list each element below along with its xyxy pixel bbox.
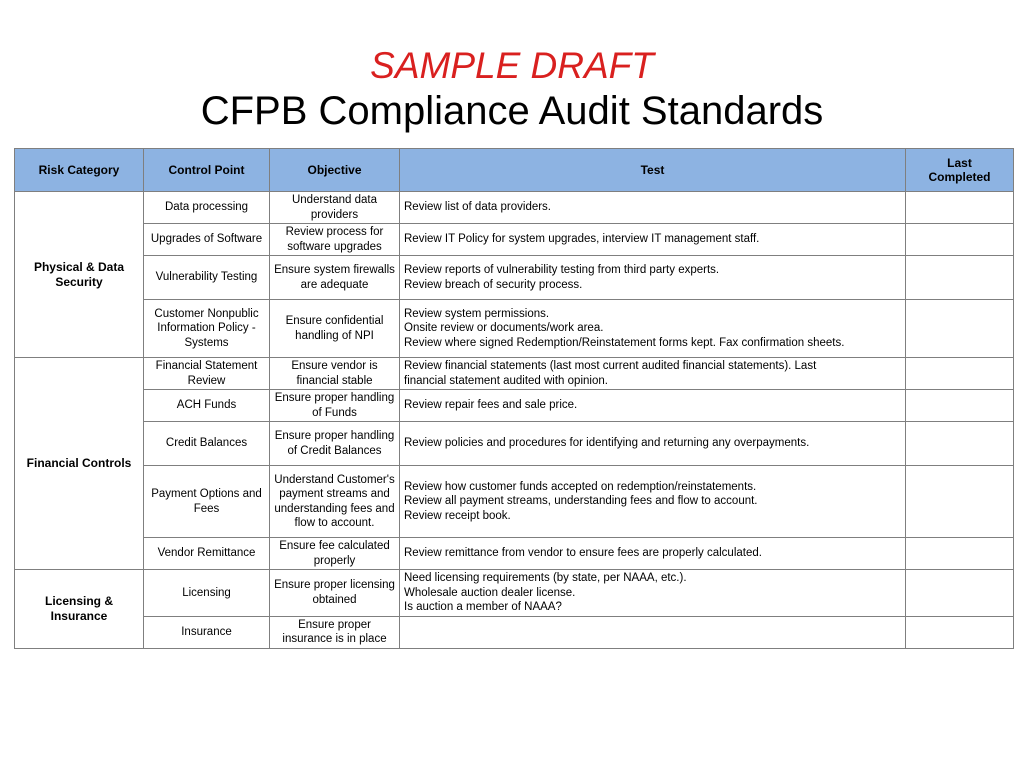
test-line: Wholesale auction dealer license.	[404, 586, 576, 599]
last-completed-cell[interactable]	[906, 390, 1014, 422]
objective-cell: Understand Customer's payment streams and understanding fees and flow to account.	[270, 466, 400, 538]
test-line: Review where signed Redemption/Reinstatement forms kept. Fax confirmation sheets.	[404, 336, 845, 349]
test-line: Review all payment streams, understanding fees and flow to account.	[404, 495, 758, 508]
table-body	[15, 192, 1014, 649]
test-cell	[400, 538, 906, 570]
test-line: Need licensing requirements (by state, per NAAA, etc.).	[404, 572, 687, 584]
risk-category-cell: Physical & Data Security	[15, 192, 144, 358]
test-line: Review system permissions.	[404, 307, 550, 320]
table-row	[15, 616, 1014, 648]
control-point-cell: ACH Funds	[144, 390, 270, 422]
last-completed-cell[interactable]	[906, 192, 1014, 224]
test-line: Onsite review or documents/work area.	[404, 322, 604, 335]
test-line: Review breach of security process.	[404, 278, 583, 291]
test-cell	[400, 358, 906, 390]
test-cell	[400, 466, 906, 538]
table-header-row	[15, 149, 1014, 192]
objective-cell: Ensure proper insurance is in place	[270, 616, 400, 648]
test-cell	[400, 422, 906, 466]
test-line: Review reports of vulnerability testing from third party experts.	[404, 264, 720, 276]
table-row	[15, 192, 1014, 224]
last-completed-cell[interactable]	[906, 224, 1014, 256]
control-point-cell: Upgrades of Software	[144, 224, 270, 256]
table-row	[15, 256, 1014, 300]
objective-cell: Ensure fee calculated properly	[270, 538, 400, 570]
header-objective: Objective	[270, 149, 400, 192]
objective-cell: Review process for software upgrades	[270, 224, 400, 256]
control-point-cell: Licensing	[144, 570, 270, 617]
last-completed-cell[interactable]	[906, 358, 1014, 390]
last-completed-cell[interactable]	[906, 422, 1014, 466]
control-point-cell: Payment Options and Fees	[144, 466, 270, 538]
test-cell	[400, 256, 906, 300]
control-point-cell: Vulnerability Testing	[144, 256, 270, 300]
risk-category-cell: Financial Controls	[15, 358, 144, 570]
last-completed-cell[interactable]	[906, 300, 1014, 358]
last-completed-cell[interactable]	[906, 616, 1014, 648]
objective-cell: Ensure confidential handling of NPI	[270, 300, 400, 358]
table-row	[15, 300, 1014, 358]
last-completed-cell[interactable]	[906, 538, 1014, 570]
draft-label: SAMPLE DRAFT	[370, 45, 654, 86]
table-row	[15, 224, 1014, 256]
control-point-cell: Vendor Remittance	[144, 538, 270, 570]
test-line: Review policies and procedures for identifying and returning any overpayments.	[404, 437, 810, 450]
objective-cell: Ensure proper licensing obtained	[270, 570, 400, 617]
test-line: financial statement audited with opinion.	[404, 374, 608, 387]
control-point-cell: Insurance	[144, 616, 270, 648]
test-line: Review remittance from vendor to ensure fees are properly calculated.	[404, 547, 762, 560]
page-title: CFPB Compliance Audit Standards	[200, 89, 824, 133]
control-point-cell: Credit Balances	[144, 422, 270, 466]
test-cell	[400, 300, 906, 358]
header-test: Test	[400, 149, 906, 192]
table-row	[15, 358, 1014, 390]
test-line: Review financial statements (last most current audited financial statements). Last	[404, 360, 817, 372]
table-row	[15, 570, 1014, 617]
risk-category-cell: Licensing & Insurance	[15, 570, 144, 649]
test-cell	[400, 570, 906, 617]
test-cell	[400, 224, 906, 256]
objective-cell: Ensure proper handling of Funds	[270, 390, 400, 422]
test-cell	[400, 616, 906, 648]
control-point-cell: Customer Nonpublic Information Policy - Systems	[144, 300, 270, 358]
objective-cell: Ensure proper handling of Credit Balances	[270, 422, 400, 466]
last-completed-cell[interactable]	[906, 570, 1014, 617]
objective-cell: Ensure vendor is financial stable	[270, 358, 400, 390]
objective-cell: Understand data providers	[270, 192, 400, 224]
header-control-point: Control Point	[144, 149, 270, 192]
test-line: Review how customer funds accepted on redemption/reinstatements.	[404, 480, 757, 493]
test-line: Review repair fees and sale price.	[404, 399, 578, 412]
test-line: Is auction a member of NAAA?	[404, 601, 562, 613]
objective-cell: Ensure system firewalls are adequate	[270, 256, 400, 300]
table-row	[15, 390, 1014, 422]
control-point-cell: Financial Statement Review	[144, 358, 270, 390]
test-line: Review list of data providers.	[404, 201, 552, 214]
slide-title	[0, 44, 1024, 134]
table-row	[15, 422, 1014, 466]
header-risk-category: Risk Category	[15, 149, 144, 192]
control-point-cell: Data processing	[144, 192, 270, 224]
table-row	[15, 538, 1014, 570]
test-line: Review IT Policy for system upgrades, interview IT management staff.	[404, 233, 760, 246]
audit-standards-table	[14, 148, 1014, 649]
test-cell	[400, 192, 906, 224]
table-row	[15, 466, 1014, 538]
test-cell	[400, 390, 906, 422]
header-last-completed: Last Completed	[906, 149, 1014, 192]
last-completed-cell[interactable]	[906, 466, 1014, 538]
test-line: Review receipt book.	[404, 509, 511, 522]
last-completed-cell[interactable]	[906, 256, 1014, 300]
